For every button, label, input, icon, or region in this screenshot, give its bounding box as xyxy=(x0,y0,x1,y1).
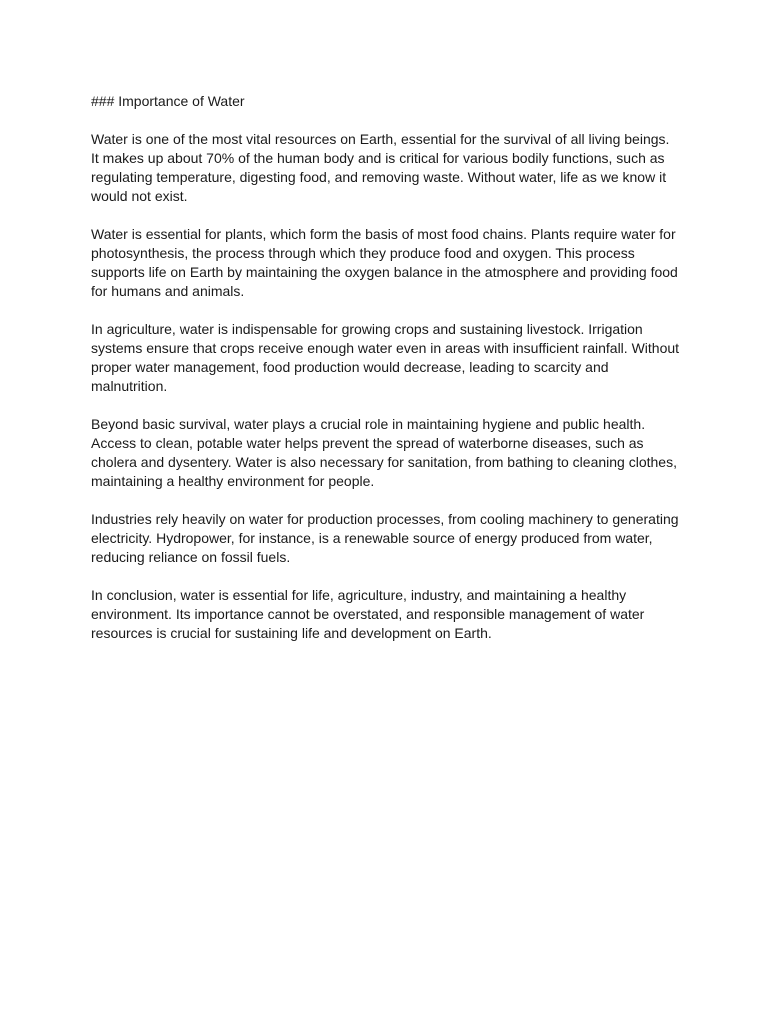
paragraph: Beyond basic survival, water plays a crucial role in maintaining hygiene and public health. Access to clean, potable water helps prevent the spread of waterborne diseases, such as cholera and dysentery. Water is also necessary for sanitation, from bathing to cleaning clothes, maintaining a healthy environment for people. xyxy=(91,416,677,489)
document-body xyxy=(91,92,681,662)
paragraph: In conclusion, water is essential for life, agriculture, industry, and maintaining a healthy environment. Its importance cannot be overstated, and responsible management of water resources is crucial for sustaining life and development on Earth. xyxy=(91,587,645,641)
document-heading: ### Importance of Water xyxy=(91,93,245,109)
paragraph: In agriculture, water is indispensable for growing crops and sustaining livestock. Irrigation systems ensure that crops receive enough water even in areas with insufficient rainfall. Without proper water management, food production would decrease, leading to scarcity and malnutrition. xyxy=(91,321,680,394)
paragraph: Water is one of the most vital resources on Earth, essential for the survival of all living beings. It makes up about 70% of the human body and is critical for various bodily functions, such as regulating temperature, digesting food, and removing waste. Without water, life as we know it would not exist. xyxy=(91,131,670,204)
paragraph: Industries rely heavily on water for production processes, from cooling machinery to generating electricity. Hydropower, for instance, is a renewable source of energy produced from water, reducing reliance on fossil fuels. xyxy=(91,511,679,565)
paragraph: Water is essential for plants, which form the basis of most food chains. Plants require water for photosynthesis, the process through which they produce food and oxygen. This process supports life on Earth by maintaining the oxygen balance in the atmosphere and providing food for humans and animals. xyxy=(91,226,678,299)
